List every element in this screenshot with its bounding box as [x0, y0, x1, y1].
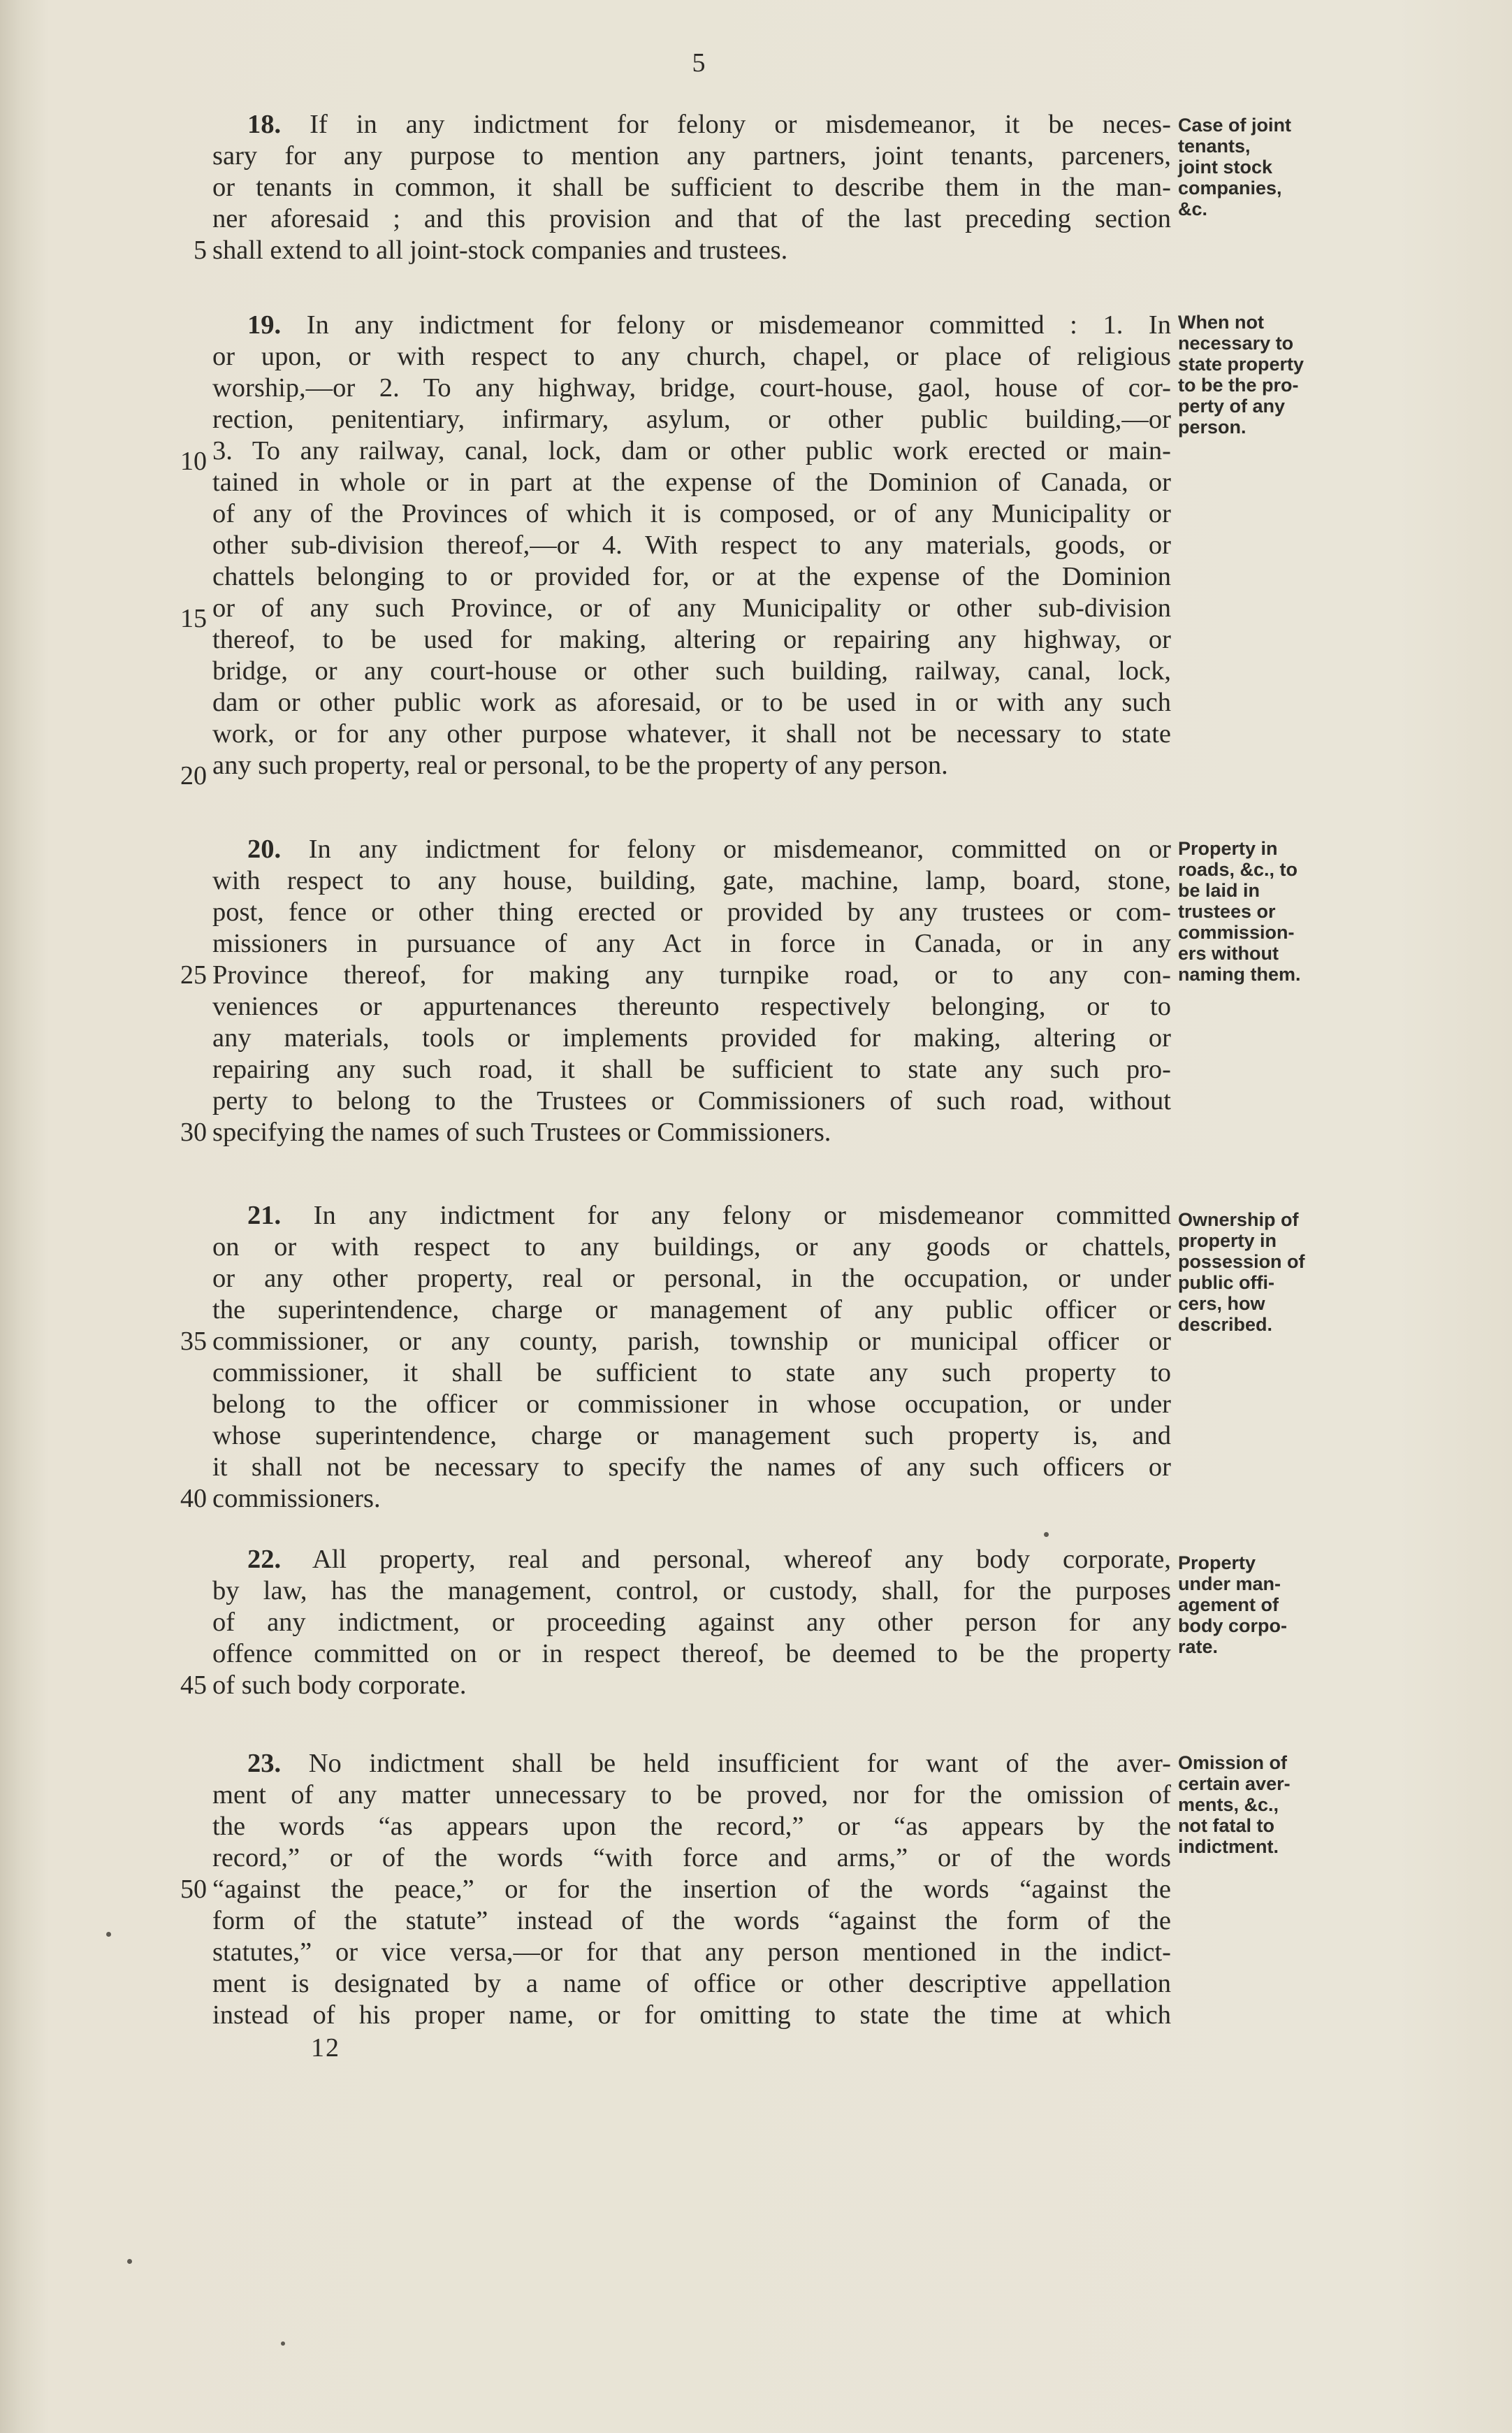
- text-line: on or with respect to any buildings, or any goods or chattels,: [212, 1232, 1171, 1262]
- text-line: 21. In any indictment for any felony or misdemeanor committed: [247, 1201, 1172, 1230]
- text-line: bridge, or any court-house or other such building, railway, canal, lock,: [212, 656, 1171, 686]
- text-line: or any other property, real or personal, in the occupation, or under: [212, 1264, 1171, 1293]
- text-line: by law, has the management, control, or custody, shall, for the purposes: [212, 1576, 1171, 1605]
- text-line: tained in whole or in part at the expense of the Dominion of Canada, or: [212, 468, 1171, 497]
- text-line: the words “as appears upon the record,” or “as appears by the: [212, 1812, 1171, 1841]
- text-line: with respect to any house, building, gate, machine, lamp, board, stone,: [212, 866, 1171, 895]
- text-line: specifying the names of such Trustees or Commissioners.: [212, 1118, 831, 1147]
- text-line: the superintendence, charge or management of any public officer or: [212, 1295, 1171, 1324]
- line-number: 20: [180, 761, 207, 790]
- section-22: [212, 1544, 1171, 1701]
- section-number: 19.: [247, 310, 282, 340]
- text-line: whose superintendence, charge or management such property is, and: [212, 1421, 1171, 1450]
- text-line: veniences or appurtenances thereunto respectively belonging, or to: [212, 992, 1171, 1021]
- text-line: ment is designated by a name of office or other descriptive appellation: [212, 1969, 1171, 1998]
- text-line: ner aforesaid ; and this provision and that of the last preceding section: [212, 204, 1171, 233]
- line-number: 35: [180, 1327, 207, 1356]
- margin-note-21: Ownership of property in possession of public offi- cers, how described.: [1178, 1209, 1305, 1335]
- section-number: 20.: [247, 835, 282, 864]
- page-number: 5: [692, 48, 706, 78]
- text-line: worship,—or 2. To any highway, bridge, court-house, gaol, house of cor-: [212, 373, 1171, 403]
- text-line: instead of his proper name, or for omitting to state the time at which: [212, 2000, 1171, 2030]
- section-18: [212, 109, 1171, 266]
- text-line: missioners in pursuance of any Act in force in Canada, or in any: [212, 929, 1171, 958]
- margin-note-23: Omission of certain aver- ments, &c., not fatal to indictment.: [1178, 1752, 1291, 1857]
- section-number: 22.: [247, 1545, 282, 1574]
- text-line: of any of the Provinces of which it is composed, or of any Municipality or: [212, 499, 1171, 528]
- text-line: sary for any purpose to mention any partners, joint tenants, parceners,: [212, 141, 1171, 171]
- text-line: or tenants in common, it shall be sufficient to describe them in the man-: [212, 173, 1171, 202]
- section-20: [212, 834, 1171, 1148]
- text-line: any materials, tools or implements provided for making, altering or: [212, 1023, 1171, 1053]
- margin-note-20: Property in roads, &c., to be laid in trustees or commission- ers without naming them.: [1178, 838, 1301, 985]
- text-line: offence committed on or in respect thereof, be deemed to be the property: [212, 1639, 1171, 1668]
- line-number: 30: [180, 1118, 207, 1147]
- margin-note-18: Case of joint tenants, joint stock companies, &c.: [1178, 115, 1292, 219]
- line-number: 25: [180, 960, 207, 990]
- text-line: commissioner, or any county, parish, township or municipal officer or: [212, 1327, 1171, 1356]
- text-line: form of the statute” instead of the words “against the form of the: [212, 1906, 1171, 1935]
- text-line: perty to belong to the Trustees or Commissioners of such road, without: [212, 1086, 1171, 1116]
- text-line: other sub-division thereof,—or 4. With respect to any materials, goods, or: [212, 530, 1171, 560]
- line-number: 50: [180, 1875, 207, 1904]
- section-23: [212, 1748, 1171, 2031]
- line-number: 5: [194, 236, 207, 265]
- text-line: repairing any such road, it shall be sufficient to state any such pro-: [212, 1055, 1171, 1084]
- text-line: any such property, real or personal, to be the property of any person.: [212, 751, 948, 780]
- print-speck: [127, 2259, 132, 2264]
- text-line: rection, penitentiary, infirmary, asylum, or other public building,—or: [212, 405, 1171, 434]
- section-number: 18.: [247, 110, 282, 139]
- text-line: chattels belonging to or provided for, or at the expense of the Dominion: [212, 562, 1171, 591]
- section-number: 23.: [247, 1749, 282, 1778]
- text-line: 19. In any indictment for felony or misdemeanor committed : 1. In: [247, 310, 1171, 340]
- text-line: “against the peace,” or for the insertion of the words “against the: [212, 1875, 1171, 1904]
- section-21: [212, 1200, 1171, 1515]
- print-speck: [106, 1932, 111, 1937]
- text-line: 22. All property, real and personal, whereof any body corporate,: [247, 1545, 1171, 1574]
- text-line: work, or for any other purpose whatever, it shall not be necessary to state: [212, 719, 1171, 749]
- text-line: 20. In any indictment for felony or misdemeanor, committed on or: [247, 835, 1172, 864]
- print-speck: [281, 2341, 285, 2346]
- text-line: 3. To any railway, canal, lock, dam or other public work erected or main-: [212, 436, 1171, 465]
- text-line: commissioner, it shall be sufficient to state any such property to: [212, 1358, 1171, 1387]
- text-line: or upon, or with respect to any church, chapel, or place of religious: [212, 342, 1171, 371]
- line-number: 15: [180, 604, 207, 633]
- text-line: ment of any matter unnecessary to be proved, nor for the omission of: [212, 1780, 1171, 1810]
- section-19: [212, 310, 1171, 781]
- print-speck: [1044, 1532, 1049, 1537]
- line-number: 45: [180, 1670, 207, 1700]
- line-number: 40: [180, 1484, 207, 1513]
- line-number: 10: [180, 447, 207, 476]
- text-line: post, fence or other thing erected or provided by any trustees or com-: [212, 897, 1171, 927]
- text-line: or of any such Province, or of any Municipality or other sub-division: [212, 593, 1171, 623]
- section-number: 21.: [247, 1201, 282, 1230]
- text-line: dam or other public work as aforesaid, or to be used in or with any such: [212, 688, 1171, 717]
- margin-note-19: When not necessary to state property to be the pro- perty of any person.: [1178, 312, 1304, 438]
- text-line: thereof, to be used for making, altering or repairing any highway, or: [212, 625, 1171, 654]
- text-line: record,” or of the words “with force and arms,” or of the words: [212, 1843, 1171, 1872]
- text-line: shall extend to all joint-stock companies and trustees.: [212, 236, 788, 265]
- text-line: Province thereof, for making any turnpike road, or to any con-: [212, 960, 1171, 990]
- text-line: 18. If in any indictment for felony or misdemeanor, it be neces-: [247, 110, 1171, 139]
- text-line: it shall not be necessary to specify the names of any such officers or: [212, 1452, 1171, 1482]
- text-line: of any indictment, or proceeding against any other person for any: [212, 1608, 1171, 1637]
- text-line: of such body corporate.: [212, 1670, 467, 1700]
- text-line: 23. No indictment shall be held insufficient for want of the aver-: [247, 1749, 1172, 1778]
- text-line: statutes,” or vice versa,—or for that any person mentioned in the indict-: [212, 1937, 1171, 1967]
- text-line: belong to the officer or commissioner in whose occupation, or under: [212, 1389, 1171, 1419]
- text-line: commissioners.: [212, 1484, 381, 1513]
- margin-note-22: Property under man- agement of body corpo- rate.: [1178, 1552, 1287, 1657]
- signature-mark: 12: [311, 2033, 340, 2063]
